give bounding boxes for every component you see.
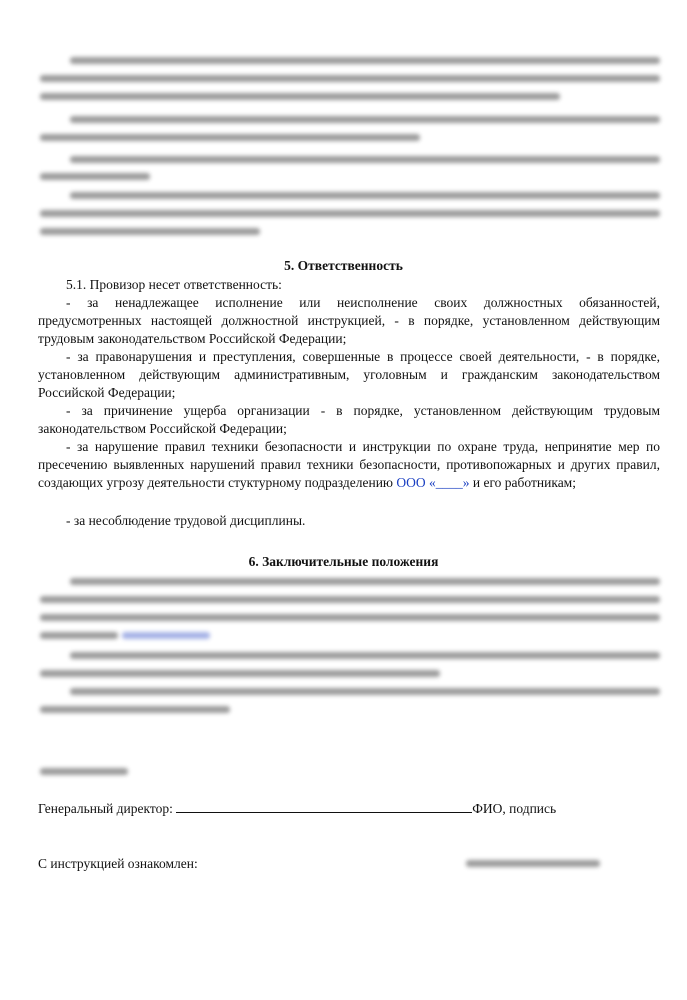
director-signature-line[interactable] [176, 800, 472, 813]
acquainted-row [38, 856, 198, 872]
section-5-heading: 5. Ответственность [284, 258, 403, 273]
section-5-item-5: - за несоблюдение трудовой дисциплины. [66, 513, 306, 528]
director-suffix: ФИО, подпись [472, 801, 557, 816]
director-label: Генеральный директор: [38, 801, 173, 816]
section-5-item-4-tail: и его работникам; [472, 475, 576, 491]
section-6-heading: 6. Заключительные положения [248, 554, 439, 569]
director-signature-row [38, 800, 556, 817]
acquainted-label: С инструкцией ознакомлен: [38, 856, 198, 871]
section-5-item-1: - за ненадлежащее исполнение или неисполнение своих должностных обязанностей, предусмотренных настоящей должностной инструкцией, - в порядке, установленном действующим трудовым законодательством Российской Федерации; [38, 295, 660, 347]
section-5-item-3: - за причинение ущерба организации - в порядке, установленном действующим трудовым законодательством Российской Федерации; [38, 403, 660, 437]
section-5-item-4 [38, 438, 660, 492]
section-5-item-4-text: - за нарушение правил техники безопасности и инструкции по охране труда, непринятие мер по пресечению выявленных нарушений правил техники безопасности, противопожарных и других правил, создающих угрозу деятельности стуктурному подразделению [38, 439, 660, 491]
section-5-intro: 5.1. Провизор несет ответственность: [66, 277, 282, 292]
section-5-item-2: - за правонарушения и преступления, совершенные в процессе своей деятельности, - в порядке, установленном действующим административным, уголовным и гражданским законодательством Российской Федерации; [38, 349, 660, 401]
org-link[interactable]: ООО «____» [396, 475, 470, 491]
